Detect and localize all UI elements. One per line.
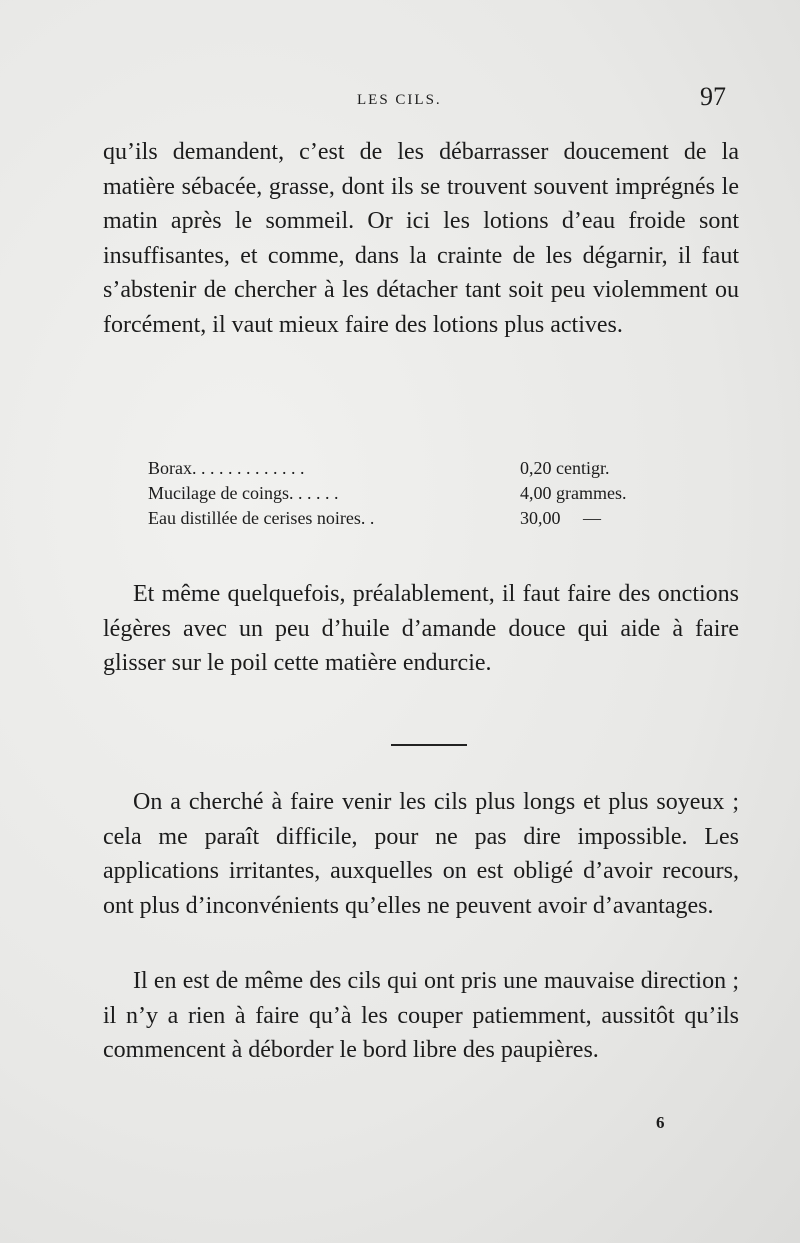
paragraph-4: Il en est de même des cils qui ont pris une mauvaise direction ; il n’y a rien à faire qu’à les couper patiemment, aussitôt qu’ils commencent à déborder le bord libre des paupières. — [103, 968, 739, 1063]
recipe-quantity: 4,00 grammes. — [520, 483, 627, 503]
page-number: 97 — [700, 82, 726, 111]
recipe-row — [148, 456, 708, 481]
page-header — [0, 80, 800, 120]
recipe-ingredient: Eau distillée de cerises noires. . — [148, 508, 375, 528]
recipe-quantity: 30,00 — — [520, 508, 601, 528]
paragraph-2: Et même quelquefois, préalablement, il faut faire des onctions légères avec un peu d’huile d’amande douce qui aide à faire glisser sur le poil cette matière endurcie. — [103, 581, 739, 676]
recipe-row — [148, 481, 708, 506]
recipe-table — [148, 456, 708, 531]
section-divider — [391, 744, 467, 746]
paragraph-1: qu’ils demandent, c’est de les débarrasser doucement de la matière sébacée, grasse, dont ils se trouvent souvent imprégnés le matin après le sommeil. Or ici les lotions d’eau froide sont insuffisantes, et comme, dans la crainte de les dégarnir, il faut s’abstenir de chercher à les détacher tant soit peu violemment ou forcément, il vaut mieux faire des lotions plus actives. — [103, 139, 739, 338]
paragraph-3: On a cherché à faire venir les cils plus longs et plus soyeux ; cela me paraît difficile, pour ne pas dire impossible. Les applications irritantes, auxquelles on est obligé d’avoir recours, ont plus d’inconvénients qu’elles ne peuvent avoir d’avantages. — [103, 789, 739, 919]
recipe-ingredient: Mucilage de coings. . . . . . — [148, 483, 339, 503]
recipe-row — [148, 506, 708, 531]
signature-mark: 6 — [656, 1113, 665, 1132]
recipe-quantity: 0,20 centigr. — [520, 458, 610, 478]
recipe-ingredient: Borax. . . . . . . . . . . . . — [148, 458, 305, 478]
running-head: LES CILS. — [357, 92, 442, 108]
